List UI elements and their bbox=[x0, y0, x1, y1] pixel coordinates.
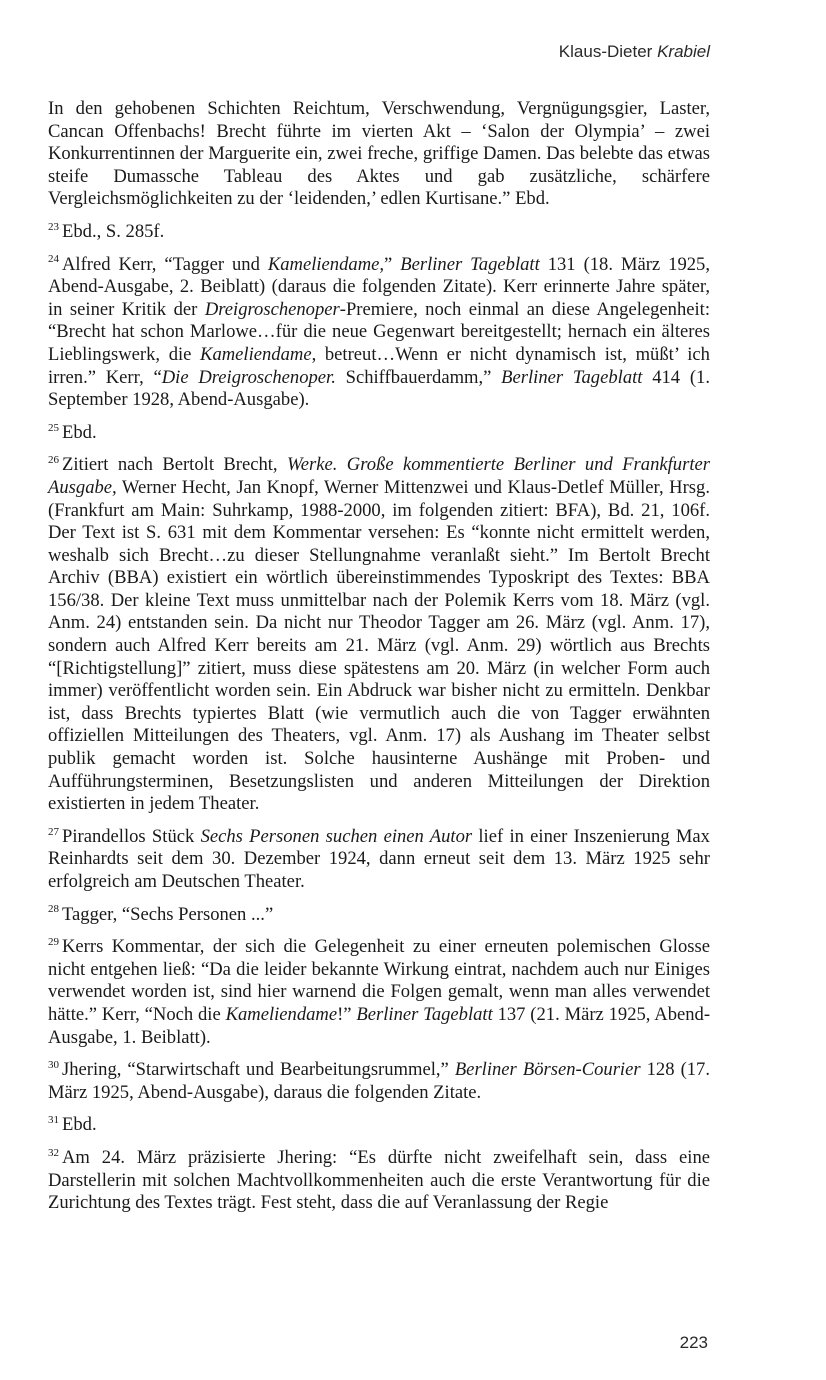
footnote-text: Ebd. bbox=[62, 1114, 97, 1136]
italic-title: Dreigroschenoper bbox=[204, 298, 340, 320]
footnote-27 bbox=[48, 826, 710, 894]
italic-title: Berliner Tageblatt bbox=[400, 253, 540, 275]
italic-title: Kameliendame bbox=[225, 1003, 338, 1025]
footnote-text: 131 (18. März 1925, Abend-Ausgabe, 2. Beiblatt) (daraus die folgenden Zitate). Kerr erinnerte Jahre später, in seiner Kritik der bbox=[48, 253, 710, 320]
footnote-31 bbox=[48, 1114, 710, 1137]
footnote-text: 414 (1. September 1928, Abend-Ausgabe). bbox=[48, 366, 710, 411]
header-author-first: Klaus-Dieter bbox=[558, 42, 653, 61]
footnote-25 bbox=[48, 422, 710, 445]
italic-title: Werke. Große kommentierte Berliner und Frankfurter Ausgabe, bbox=[48, 454, 710, 498]
footnote-text: Zitiert nach Bertolt Brecht, bbox=[62, 454, 287, 476]
italic-title: Kameliendame bbox=[200, 343, 312, 365]
footnote-text: Schiffbauerdamm,” bbox=[335, 366, 502, 388]
footnote-24 bbox=[48, 254, 710, 412]
footnote-number: 24 bbox=[48, 253, 59, 266]
footnote-number: 30 bbox=[48, 1058, 59, 1071]
footnote-28 bbox=[48, 904, 710, 927]
footnote-26 bbox=[48, 454, 710, 816]
footnote-23 bbox=[48, 221, 710, 244]
footnote-number: 25 bbox=[48, 421, 59, 434]
footnote-32 bbox=[48, 1147, 710, 1215]
footnote-text: ” bbox=[384, 253, 401, 275]
footnote-text: Alfred Kerr, “Tagger und bbox=[62, 253, 268, 275]
footnote-text: -Premiere, noch einmal an diese Angelegenheit: “Brecht hat schon Marlowe…für die neue Gegenwart bereitgestellt; hernach ein älteres Lieblingswerk, die bbox=[48, 298, 711, 365]
italic-title: Berliner Börsen-Courier bbox=[454, 1059, 641, 1081]
footnote-text: Werner Hecht, Jan Knopf, Werner Mittenzwei und Klaus-Detlef Müller, Hrsg. (Frankfurt am Main: Suhrkamp, 1988-2000, im folgenden zitiert: BFA), Bd. 21, 106f. Der Text ist S. 631 mit dem Kommentar versehen: Es “konnte nicht ermittelt werden, weshalb sich Brecht…zu dieser Stellungnahme veranlaßt sieht.” Im Bertolt Brecht Archiv (BBA) existiert ein wörtlich übereinstimmendes Typoskript des Textes: BBA 156/38. Der kleine Text muss unmittelbar nach der Polemik Kerrs vom 18. März (vgl. Anm. 24) entstanden sein. Da nicht nur Theodor Tagger am 26. März (vgl. Anm. 17), sondern auch Alfred Kerr bereits am 21. März (vgl. Anm. 29) wörtlich aus Brechts “[Richtigstellung]” zitiert, muss diese spätestens am 20. März (in welcher Form auch immer) veröffentlicht worden sein. Ein Abdruck war bisher nicht zu ermitteln. Denkbar ist, dass Brechts typiertes Blatt (wie vermutlich auch die von Tagger erwähnten offiziellen Mitteilungen des Theaters, vgl. Anm. 17) als Aushang im Theater selbst publik gemacht worden ist. Solche hausinterne Aushänge mit Proben- und Aufführungsterminen, Besetzungslisten und anderen Mitteilungen der Direktion existierten in jedem Theater. bbox=[48, 476, 710, 815]
italic-title: Kameliendame, bbox=[267, 253, 385, 275]
footnote-30 bbox=[48, 1059, 710, 1104]
page-number: 223 bbox=[679, 1333, 708, 1352]
footnote-text: Ebd. bbox=[62, 421, 97, 443]
footnote-number: 23 bbox=[48, 220, 59, 233]
footnote-number: 31 bbox=[48, 1114, 59, 1127]
note-continuation: In den gehobenen Schichten Reichtum, Verschwendung, Vergnügungsgier, Laster, Cancan Offenbachs! Brecht führte im vierten Akt – ‘Salon der Olympia’ – zwei Konkurrentinnen der Marguerite ein, zwei freche, griffige Damen. Das belebte das etwas steife Dumassche Tableau des Aktes und gab zusätzliche, schärfere Vergleichsmöglichkeiten zu der ‘leidenden,’ edlen Kurtisane.” Ebd. bbox=[48, 98, 710, 210]
footnote-number: 28 bbox=[48, 903, 59, 916]
italic-title: Sechs Personen suchen einen Autor bbox=[200, 825, 473, 847]
footnote-text: Pirandellos Stück bbox=[62, 825, 201, 847]
footnotes-block bbox=[48, 98, 710, 1225]
footnote-text: !” bbox=[337, 1003, 357, 1025]
footnote-text: lief in einer Inszenierung Max Reinhardts seit dem 30. Dezember 1924, dann erneut seit dem 13. März 1925 sehr erfolgreich am Deutschen Theater. bbox=[48, 825, 710, 892]
header-author-last: Krabiel bbox=[657, 42, 710, 61]
footnote-text: 137 (21. März 1925, Abend-Ausgabe, 1. Beiblatt). bbox=[48, 1003, 711, 1048]
footnote-text: Ebd., S. 285f. bbox=[62, 220, 165, 242]
footnote-number: 27 bbox=[48, 825, 59, 838]
footnote-text: Kerrs Kommentar, der sich die Gelegenheit zu einer erneuten polemischen Glosse nicht entgehen ließ: “Da die leider bekannte Wirkung eintrat, nachdem auch nur Einiges verwendet worden ist, sind hier warnend die Folgen gemalt, wenn man alles verwendet hätte.” Kerr, “Noch die bbox=[48, 936, 710, 1025]
footnote-text: Jhering, “Starwirtschaft und Bearbeitungsrummel,” bbox=[62, 1059, 455, 1081]
footnote-text: Am 24. März präzisierte Jhering: “Es dürfte nicht zweifelhaft sein, dass eine Darstellerin mit solchen Machtvollkommenheiten auch die erste Verantwortung für die Zurichtung des Textes trägt. Fest steht, dass die auf Veranlassung der Regie bbox=[48, 1146, 710, 1214]
running-header bbox=[559, 42, 710, 62]
footnote-number: 32 bbox=[48, 1146, 59, 1159]
italic-title: Die Dreigroschenoper. bbox=[161, 366, 336, 388]
footnote-text: Tagger, “Sechs Personen ...” bbox=[62, 903, 274, 925]
footnote-text: , betreut…Wenn er nicht dynamisch ist, müßt’ ich irren.” Kerr, “ bbox=[48, 343, 710, 388]
footnote-29 bbox=[48, 936, 710, 1049]
italic-title: Berliner Tageblatt bbox=[501, 366, 643, 388]
footnote-text: 128 (17. März 1925, Abend-Ausgabe), daraus die folgenden Zitate. bbox=[48, 1059, 710, 1103]
italic-title: Berliner Tageblatt bbox=[356, 1003, 493, 1025]
footnote-number: 29 bbox=[48, 936, 59, 948]
footnote-number: 26 bbox=[48, 454, 59, 467]
